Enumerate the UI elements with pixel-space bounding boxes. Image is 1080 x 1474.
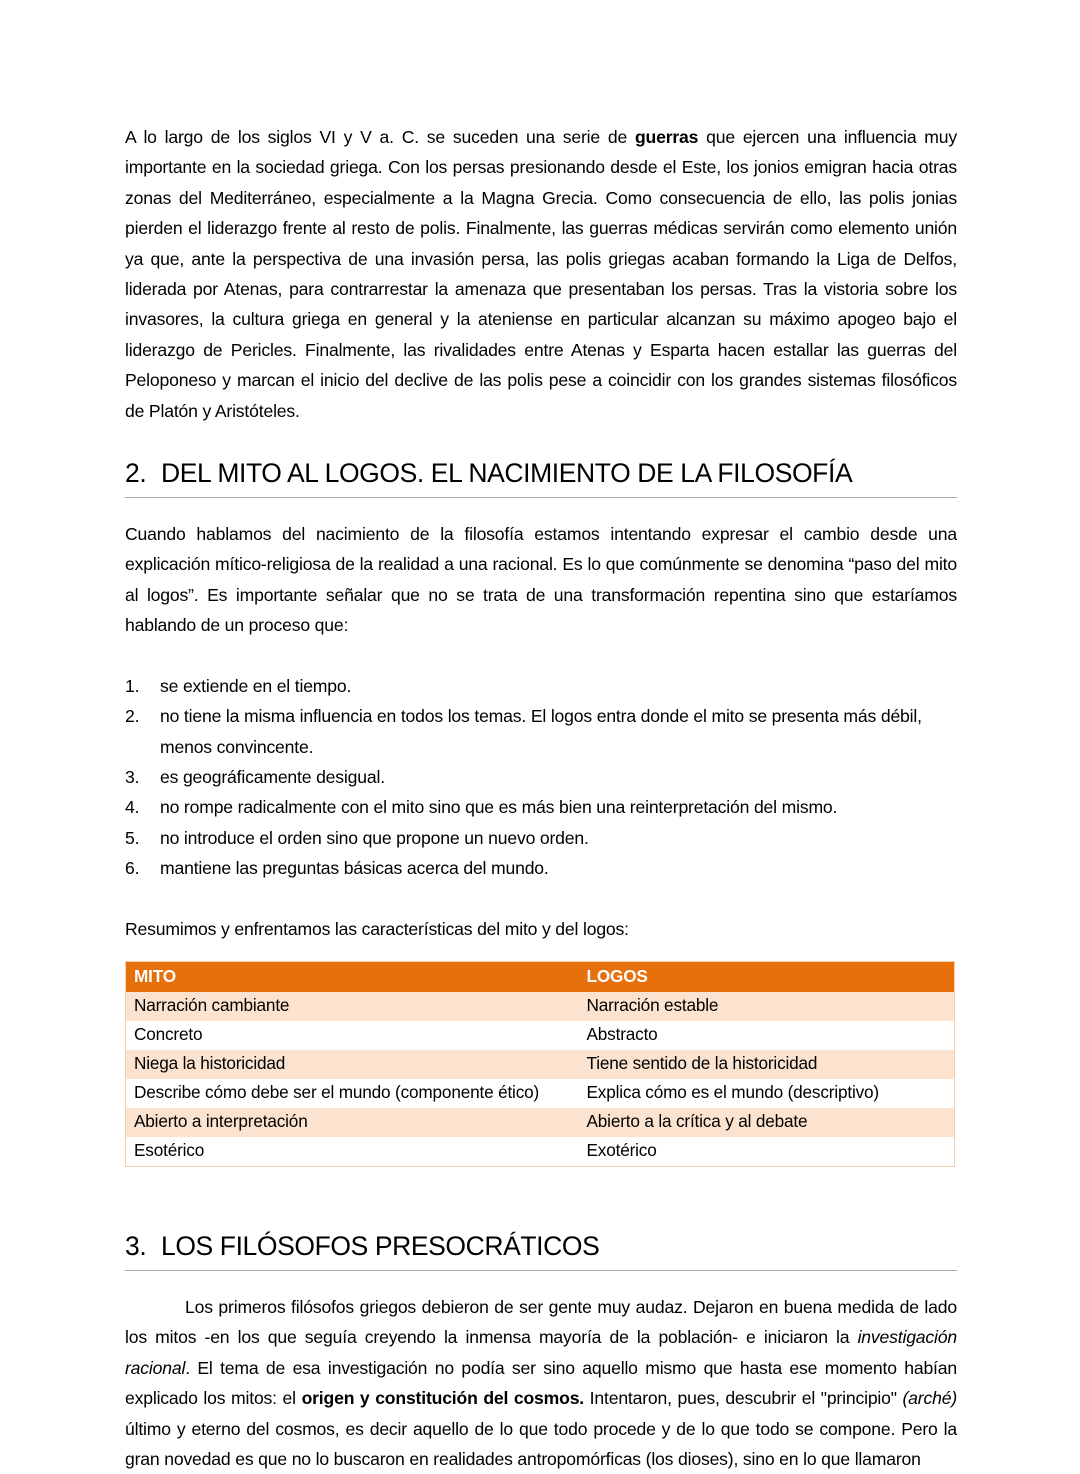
list-item — [125, 853, 957, 883]
list-marker: 5. — [125, 827, 140, 848]
list-item-text: no introduce el orden sino que propone un nuevo orden. — [160, 827, 589, 848]
table-header-row — [126, 961, 955, 992]
section-2-heading — [125, 456, 957, 498]
list-item-text: mantiene las preguntas básicas acerca del mundo. — [160, 858, 549, 879]
list-item — [125, 762, 957, 792]
table-gap — [125, 944, 957, 961]
table-cell-logos: Abierto a la crítica y al debate — [579, 1108, 955, 1137]
list-marker: 4. — [125, 797, 140, 818]
list-item-text: es geográficamente desigual. — [160, 766, 385, 787]
list-marker: 2. — [125, 706, 140, 727]
list-item — [125, 792, 957, 822]
para-run-1: Los primeros filósofos griegos debieron de ser gente muy audaz. Dejaron en buena medida de lado los mitos -en los que seguía creyendo la inmensa mayoría de la población- e iniciaron la — [125, 1296, 957, 1348]
section-2-title: DEL MITO AL LOGOS. EL NACIMIENTO DE LA FILOSOFÍA — [161, 458, 853, 489]
list-gap — [125, 641, 957, 671]
table-intro-gap — [125, 884, 957, 914]
intro-bold-term: guerras — [634, 127, 699, 147]
intro-paragraph — [125, 122, 957, 426]
table-cell-logos: Abstracto — [579, 1021, 955, 1050]
table-row — [126, 1137, 955, 1167]
list-marker: 6. — [125, 858, 140, 879]
para-run-2: . El tema de esa investigación no podía ser sino aquello mismo que hasta ese momento habían explicado los mitos: el — [125, 1357, 957, 1409]
section-3-number: 3. — [125, 1230, 147, 1261]
table-row — [126, 1050, 955, 1079]
para-run-3: Intentaron, pues, descubrir el "principio" — [584, 1388, 903, 1409]
para-italic-investigacion-racional: investigación racional — [125, 1327, 957, 1378]
table-cell-logos: Explica cómo es el mundo (descriptivo) — [579, 1079, 955, 1108]
list-marker: 3. — [125, 766, 140, 787]
table-cell-mito: Esotérico — [126, 1137, 579, 1167]
table-cell-logos: Narración estable — [579, 992, 955, 1021]
table-row — [126, 992, 955, 1021]
section-3-title: LOS FILÓSOFOS PRESOCRÁTICOS — [161, 1230, 600, 1261]
process-list — [125, 671, 957, 884]
para-italic-arche: (arché) — [902, 1388, 957, 1409]
table-cell-mito: Narración cambiante — [126, 992, 579, 1021]
intro-suffix: que ejercen una influencia muy importante en la sociedad griega. Con los persas presionando desde el Este, los jonios emigran hacia otras zonas del Mediterráneo, especialmente a la Magna Grecia. Como consecuencia de ello, las polis jonias pierden el liderazgo frente al resto de polis. Finalmente, las guerras médicas servirán como elemento unión ya que, ante la perspectiva de una invasión persa, las polis griegas acaban formando la Liga de Delfos, liderada por Atenas, para contrarrestar la amenaza que presentaban los persas. Tras la vistoria sobre los invasores, la cultura griega en general y la ateniense en particular alcanzan su máximo apogeo bajo el liderazgo de Pericles. Finalmente, las rivalidades entre Atenas y Esparta hacen estallar las guerras del Peloponeso y marcan el inicio del declive de las polis pese a coincidir con los grandes sistemas filosóficos de Platón y Aristóteles. — [125, 127, 957, 421]
list-item — [125, 823, 957, 853]
section-2-paragraph: Cuando hablamos del nacimiento de la filosofía estamos intentando expresar el cambio desde una explicación mítico-religiosa de la realidad a una racional. Es lo que comúnmente se denomina “paso del mito al logos”. Es importante señalar que no se trata de una transformación repentina sino que estaríamos hablando de un proceso que: — [125, 524, 957, 636]
section-3-heading — [125, 1229, 957, 1271]
table-header-mito: MITO — [126, 961, 579, 992]
table-cell-mito: Describe cómo debe ser el mundo (componente ético) — [126, 1079, 579, 1108]
table-cell-mito: Niega la historicidad — [126, 1050, 579, 1079]
list-item-text: no rompe radicalmente con el mito sino que es más bien una reinterpretación del mismo. — [160, 797, 838, 818]
heading-gap — [125, 1271, 957, 1292]
mito-logos-table — [125, 961, 955, 1167]
table-intro-text: Resumimos y enfrentamos las características del mito y del logos: — [125, 918, 629, 939]
table-cell-mito: Concreto — [126, 1021, 579, 1050]
para-run-4: último y eterno del cosmos, es decir aquello de lo que todo procede y de lo que todo se compone. Pero la gran novedad es que no lo buscaron en realidades antropomórficas (los dioses), sino en lo que llamaron — [125, 1418, 957, 1469]
section-2-number: 2. — [125, 458, 147, 489]
list-item-text: se extiende en el tiempo. — [160, 675, 352, 696]
table-cell-mito: Abierto a interpretación — [126, 1108, 579, 1137]
list-item — [125, 701, 957, 762]
table-row — [126, 1079, 955, 1108]
table-header-logos: LOGOS — [579, 961, 955, 992]
para-bold-origen-cosmos: origen y constitución del cosmos. — [301, 1388, 585, 1409]
table-row — [126, 1021, 955, 1050]
after-table-gap — [125, 1167, 957, 1229]
table-row — [126, 1108, 955, 1137]
paragraph-spacer — [125, 426, 957, 456]
table-cell-logos: Tiene sentido de la historicidad — [579, 1050, 955, 1079]
intro-prefix: A lo largo de los siglos VI y V a. C. se suceden una serie de — [125, 127, 635, 147]
section-3-paragraph — [125, 1292, 957, 1474]
table-cell-logos: Exotérico — [579, 1137, 955, 1167]
heading-gap — [125, 498, 957, 519]
list-item — [125, 671, 957, 701]
list-marker: 1. — [125, 675, 140, 696]
list-item-text: no tiene la misma influencia en todos los temas. El logos entra donde el mito se presenta más débil, menos convincente. — [160, 706, 922, 757]
